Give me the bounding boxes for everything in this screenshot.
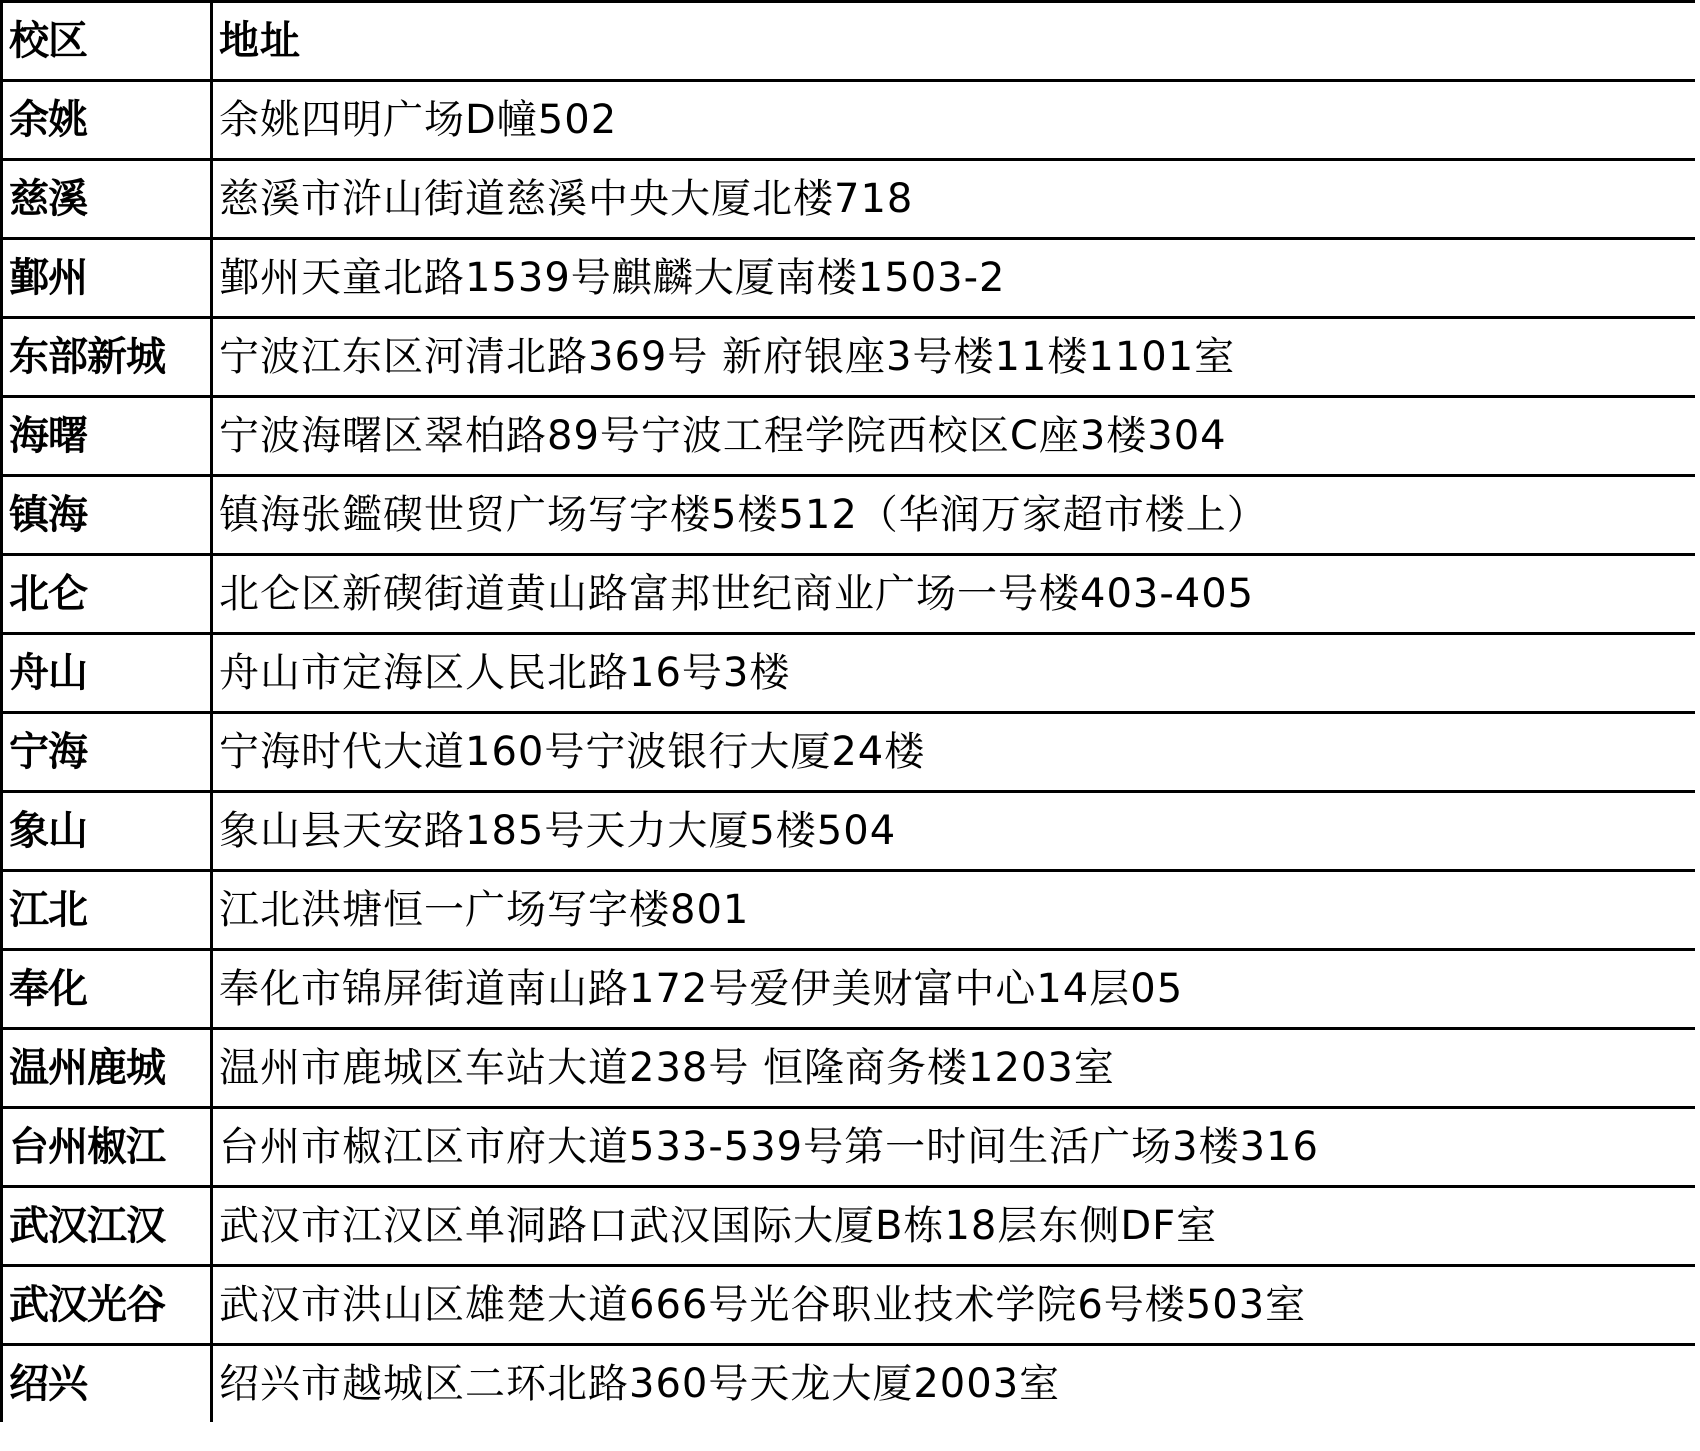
campus-cell: 舟山 [2,634,212,713]
table-row [2,792,1695,871]
table-row [2,1108,1695,1187]
table-body [2,2,1695,1423]
table-header-row [2,2,1695,81]
address-cell: 鄞州天童北路1539号麒麟大厦南楼1503-2 [212,239,1695,318]
address-cell: 武汉市江汉区单洞路口武汉国际大厦B栋18层东侧DF室 [212,1187,1695,1266]
campus-cell: 宁海 [2,713,212,792]
campus-cell: 江北 [2,871,212,950]
address-cell: 奉化市锦屏街道南山路172号爱伊美财富中心14层05 [212,950,1695,1029]
table-row [2,239,1695,318]
header-campus: 校区 [2,2,212,81]
address-cell: 宁波海曙区翠柏路89号宁波工程学院西校区C座3楼304 [212,397,1695,476]
address-cell: 温州市鹿城区车站大道238号 恒隆商务楼1203室 [212,1029,1695,1108]
table-row [2,871,1695,950]
campus-cell: 东部新城 [2,318,212,397]
campus-cell: 慈溪 [2,160,212,239]
address-cell: 江北洪塘恒一广场写字楼801 [212,871,1695,950]
table-row [2,160,1695,239]
header-address: 地址 [212,2,1695,81]
campus-cell: 绍兴 [2,1345,212,1423]
campus-cell: 鄞州 [2,239,212,318]
table-row [2,318,1695,397]
campus-cell: 武汉光谷 [2,1266,212,1345]
table-row [2,634,1695,713]
campus-cell: 象山 [2,792,212,871]
table-row [2,1266,1695,1345]
campus-cell: 台州椒江 [2,1108,212,1187]
campus-cell: 北仑 [2,555,212,634]
table-row [2,1029,1695,1108]
table-row [2,397,1695,476]
campus-cell: 海曙 [2,397,212,476]
address-cell: 余姚四明广场D幢502 [212,81,1695,160]
campus-cell: 温州鹿城 [2,1029,212,1108]
address-cell: 镇海张鑑碶世贸广场写字楼5楼512（华润万家超市楼上） [212,476,1695,555]
table-row [2,950,1695,1029]
campus-cell: 镇海 [2,476,212,555]
address-cell: 宁海时代大道160号宁波银行大厦24楼 [212,713,1695,792]
table-row [2,1187,1695,1266]
table-row [2,81,1695,160]
address-cell: 武汉市洪山区雄楚大道666号光谷职业技术学院6号楼503室 [212,1266,1695,1345]
address-cell: 象山县天安路185号天力大厦5楼504 [212,792,1695,871]
table-row [2,555,1695,634]
campus-cell: 余姚 [2,81,212,160]
address-cell: 绍兴市越城区二环北路360号天龙大厦2003室 [212,1345,1695,1423]
address-cell: 舟山市定海区人民北路16号3楼 [212,634,1695,713]
table-row [2,713,1695,792]
campus-cell: 武汉江汉 [2,1187,212,1266]
table-row [2,1345,1695,1423]
campus-cell: 奉化 [2,950,212,1029]
address-cell: 慈溪市浒山街道慈溪中央大厦北楼718 [212,160,1695,239]
table-row [2,476,1695,555]
address-cell: 台州市椒江区市府大道533-539号第一时间生活广场3楼316 [212,1108,1695,1187]
address-cell: 宁波江东区河清北路369号 新府银座3号楼11楼1101室 [212,318,1695,397]
address-cell: 北仑区新碶街道黄山路富邦世纪商业广场一号楼403-405 [212,555,1695,634]
